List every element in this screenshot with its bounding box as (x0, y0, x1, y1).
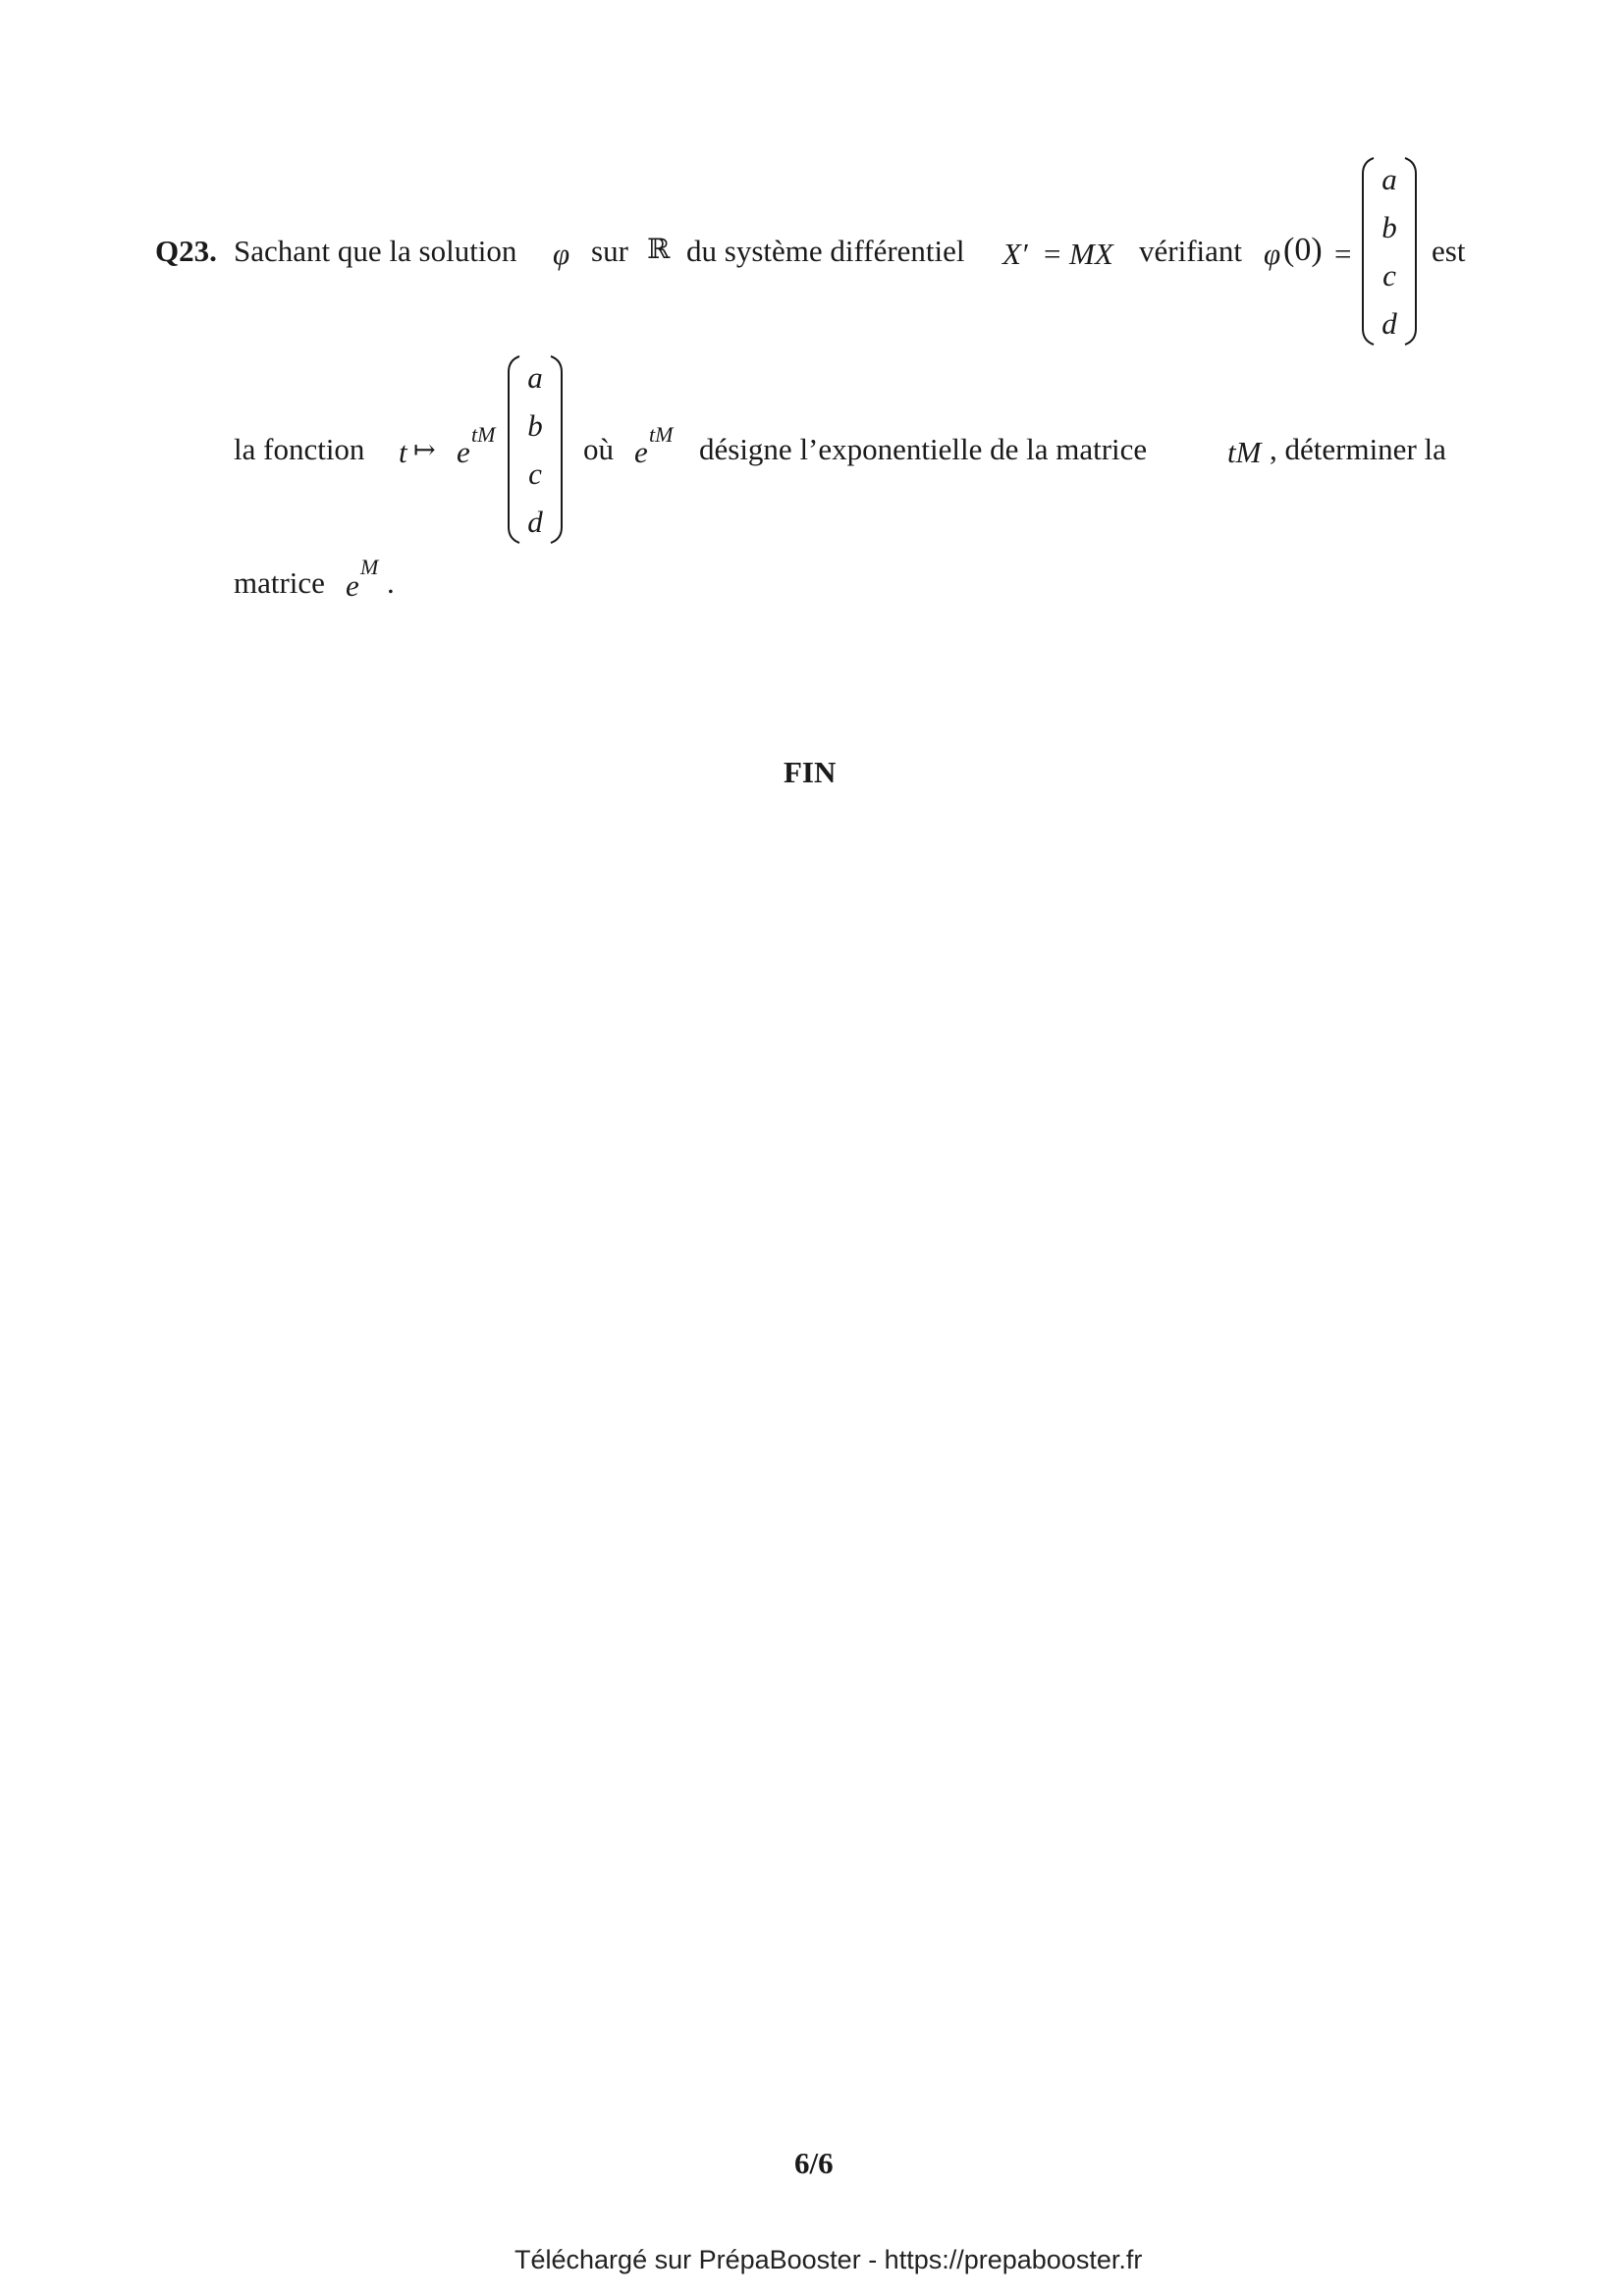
vector-entry: d (1381, 306, 1397, 341)
equation-rhs: MX (1069, 237, 1113, 271)
phi-symbol: φ (553, 237, 570, 271)
question-text: où (583, 432, 614, 466)
page-number: 6/6 (794, 2146, 834, 2180)
vector-entry: c (528, 456, 542, 491)
reals-symbol: ℝ (647, 233, 671, 265)
vector-entry: a (527, 360, 543, 395)
equation-sign: = (1044, 237, 1061, 271)
mapsto-symbol: ↦ (413, 435, 436, 465)
question-text: vérifiant (1139, 234, 1243, 268)
question-text: sur (591, 234, 628, 268)
exponential-e: e (346, 568, 359, 603)
exponential-e: e (634, 435, 648, 469)
question-text: Sachant que la solution (234, 234, 517, 268)
equation-sign: = (1334, 237, 1352, 271)
question-text: est (1432, 234, 1466, 268)
equation-lhs: X′ (1002, 237, 1028, 271)
phi-symbol: φ (1264, 237, 1281, 271)
footer-download-link[interactable]: Téléchargé sur PrépaBooster - https://prepabooster.fr (514, 2245, 1143, 2274)
vector-entry: d (527, 505, 543, 539)
phi-argument: (0) (1283, 232, 1323, 268)
exponent: tM (649, 422, 674, 447)
question-text: la fonction (234, 432, 365, 466)
exponential-e: e (457, 435, 470, 469)
vector-entry: b (1381, 210, 1397, 244)
question-label: Q23. (155, 234, 217, 268)
variable-t: t (399, 435, 407, 469)
question-text: matrice (234, 565, 325, 600)
vector-entry: b (527, 408, 543, 443)
vector-entry: c (1382, 258, 1396, 293)
matrix-tM: tM (1227, 435, 1262, 469)
vector-abcd (506, 352, 565, 547)
exponent: M (360, 555, 379, 579)
question-text: . (387, 565, 395, 600)
end-marker: FIN (784, 755, 837, 789)
initial-vector (1360, 154, 1419, 348)
question-text: désigne l’exponentielle de la matrice (699, 432, 1148, 466)
exponent: tM (471, 422, 496, 447)
vector-entry: a (1381, 162, 1397, 196)
question-text: , déterminer la (1270, 432, 1446, 466)
question-text: du système différentiel (686, 234, 965, 268)
